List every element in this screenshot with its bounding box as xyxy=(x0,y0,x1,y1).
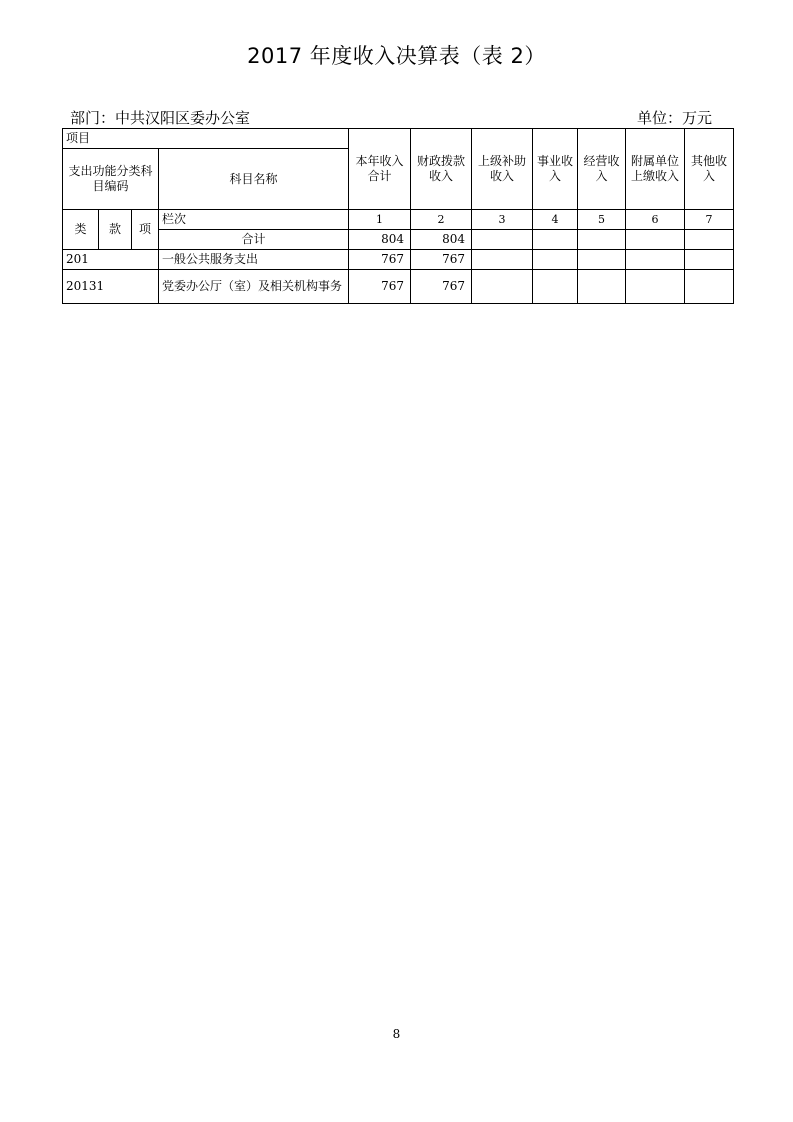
table-row xyxy=(63,250,734,270)
header-func-code: 支出功能分类科目编码 xyxy=(63,149,159,210)
col-number-7: 7 xyxy=(685,210,734,230)
table-cell xyxy=(626,230,685,250)
col-header-5: 经营收入 xyxy=(578,129,626,210)
col-number-2: 2 xyxy=(411,210,472,230)
total-label: 合计 xyxy=(159,230,349,250)
table-cell xyxy=(533,250,578,270)
table-cell xyxy=(472,250,533,270)
row-name: 党委办公厅（室）及相关机构事务 xyxy=(159,270,349,304)
table-cell xyxy=(626,270,685,304)
row-code: 20131 xyxy=(63,270,159,304)
col-header-4: 事业收入 xyxy=(533,129,578,210)
table-cell xyxy=(685,230,734,250)
page-title: 2017 年度收入决算表（表 2） xyxy=(247,44,546,68)
table-cell: 767 xyxy=(411,250,472,270)
col-number-4: 4 xyxy=(533,210,578,230)
col-number-1: 1 xyxy=(349,210,411,230)
col-number-6: 6 xyxy=(626,210,685,230)
table-cell xyxy=(533,270,578,304)
table-cell: 767 xyxy=(349,270,411,304)
table-cell: 767 xyxy=(411,270,472,304)
department-label: 部门：中共汉阳区委办公室 xyxy=(70,109,251,127)
header-xiang: 项 xyxy=(132,210,159,250)
page-number: 8 xyxy=(392,1027,401,1041)
header-lei: 类 xyxy=(63,210,99,250)
header-subject-name: 科目名称 xyxy=(159,149,349,210)
header-lanci: 栏次 xyxy=(159,210,349,230)
income-final-accounts-table xyxy=(62,128,734,304)
col-header-3: 上级补助收入 xyxy=(472,129,533,210)
col-number-3: 3 xyxy=(472,210,533,230)
row-name: 一般公共服务支出 xyxy=(159,250,349,270)
table-cell xyxy=(578,250,626,270)
table-cell xyxy=(685,250,734,270)
table-cell xyxy=(578,270,626,304)
table-cell: 767 xyxy=(349,250,411,270)
header-item: 项目 xyxy=(63,129,349,149)
col-header-1: 本年收入合计 xyxy=(349,129,411,210)
table-cell xyxy=(533,230,578,250)
col-header-7: 其他收入 xyxy=(685,129,734,210)
col-header-6: 附属单位上缴收入 xyxy=(626,129,685,210)
col-header-2: 财政拨款收入 xyxy=(411,129,472,210)
unit-label: 单位：万元 xyxy=(637,109,713,127)
table-cell xyxy=(472,270,533,304)
header-kuan: 款 xyxy=(99,210,132,250)
col-number-5: 5 xyxy=(578,210,626,230)
table-cell: 804 xyxy=(411,230,472,250)
table-cell xyxy=(685,270,734,304)
table-cell xyxy=(472,230,533,250)
table-cell xyxy=(578,230,626,250)
table-row-total xyxy=(63,230,734,250)
row-code: 201 xyxy=(63,250,159,270)
table-cell: 804 xyxy=(349,230,411,250)
table-row xyxy=(63,270,734,304)
table-cell xyxy=(626,250,685,270)
